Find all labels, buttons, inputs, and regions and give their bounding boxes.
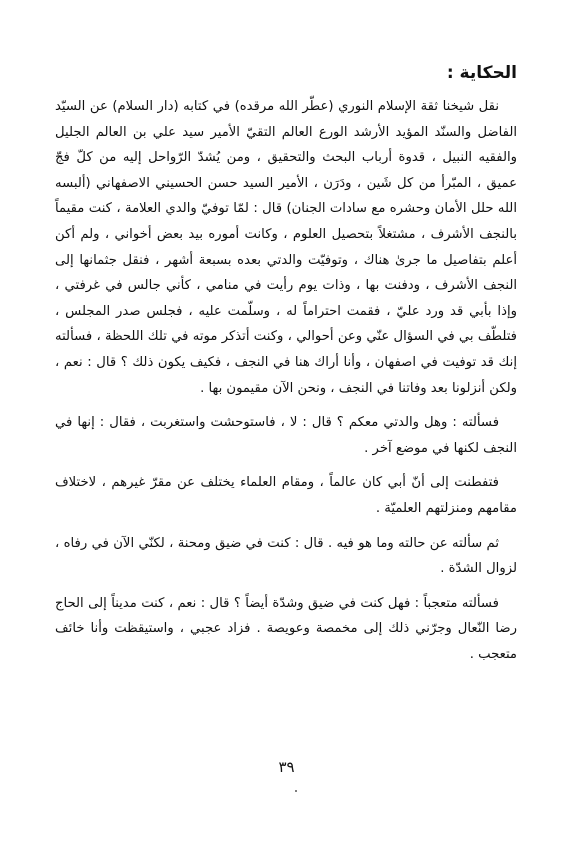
page-number: ٣٩ [278,758,295,776]
section-heading: الحكاية : [446,63,517,83]
paragraph-1: نقل شيخنا ثقة الإسلام النوري (عطّر الله مرقده) في كتابه (دار السلام) عن السيّد الفاضل والسنّد المؤيد الأرشد الورع العالم التقيّ الأمير سيد علي بن العالم الجليل والفقيه النبيل ، قدوة أرباب البحث والتحقيق ، ومن يُشدّ الرّواحل إليه من كلّ فجّ عميق ، المبّرأ من كل شَين ، ودَرَن ، الأمير السيد حسن الحسيني الاصفهاني (ألبسه الله حلل الأمان وحشره مع سادات الجنان) قال : لمّا توفيّ والدي العلامة ، كنت مقيماً بالنجف الأشرف ، مشتغلاً بتحصيل العلوم ، وكانت أموره بيد بعض أخواني ، ولم أكن أعلم بتفاصيل ما جرىٰ هناك ، وتوفيّت والدتي بعده بسبعة أشهر ، فنقل جثمانها إلى النجف الأشرف ، ودفنت بها ، وذات يوم رأيت في منامي ، كأني جالس في غرفتي ، وإذا بأبي قد ورد عليّ ، فقمت احتراماً له ، وسلّمت عليه ، فجلس صدر المجلس ، فتلطّف بي في السؤال عنّي وعن أحوالي ، وكنت أتذكر موته في تلك اللحظة ، فسألته إنك قد توفيت في اصفهان ، وأنا أراك هنا في النجف ، فكيف يكون ذلك ؟ قال : نعم ، ولكن أنزلونا بعد وفاتنا في النجف ، ونحن الآن مقيمون بها . [55,99,517,396]
paragraph-5: فسألته متعجباً : فهل كنت في ضيق وشدّة أيضاً ؟ قال : نعم ، كنت مديناً إلى الحاج رضا النّعال وجرّني ذلك إلى مخمصة وعويصة . فزاد عجبي ، واستيقظت وأنا خائف متعجب . [55,595,517,662]
paragraph-3: فتفطنت إلى أنّ أبي كان عالماً ، ومقام العلماء يختلف عن مقرّ غيرهم ، لاختلاف مقامهم ومنزلتهم العلميّة . [55,475,517,516]
scan-speck [295,790,297,792]
paragraph-4: ثم سألته عن حالته وما هو فيه . قال : كنت في ضيق ومحنة ، لكنّي الآن في رفاه ، لزوال الشدّة . [55,535,517,577]
body-text [55,94,517,676]
paragraph-2: فسألته : وهل والدتي معكم ؟ قال : لا ، فاستوحشت واستغربت ، فقال : إنها في النجف لكنها في موضع آخر . [55,415,517,456]
